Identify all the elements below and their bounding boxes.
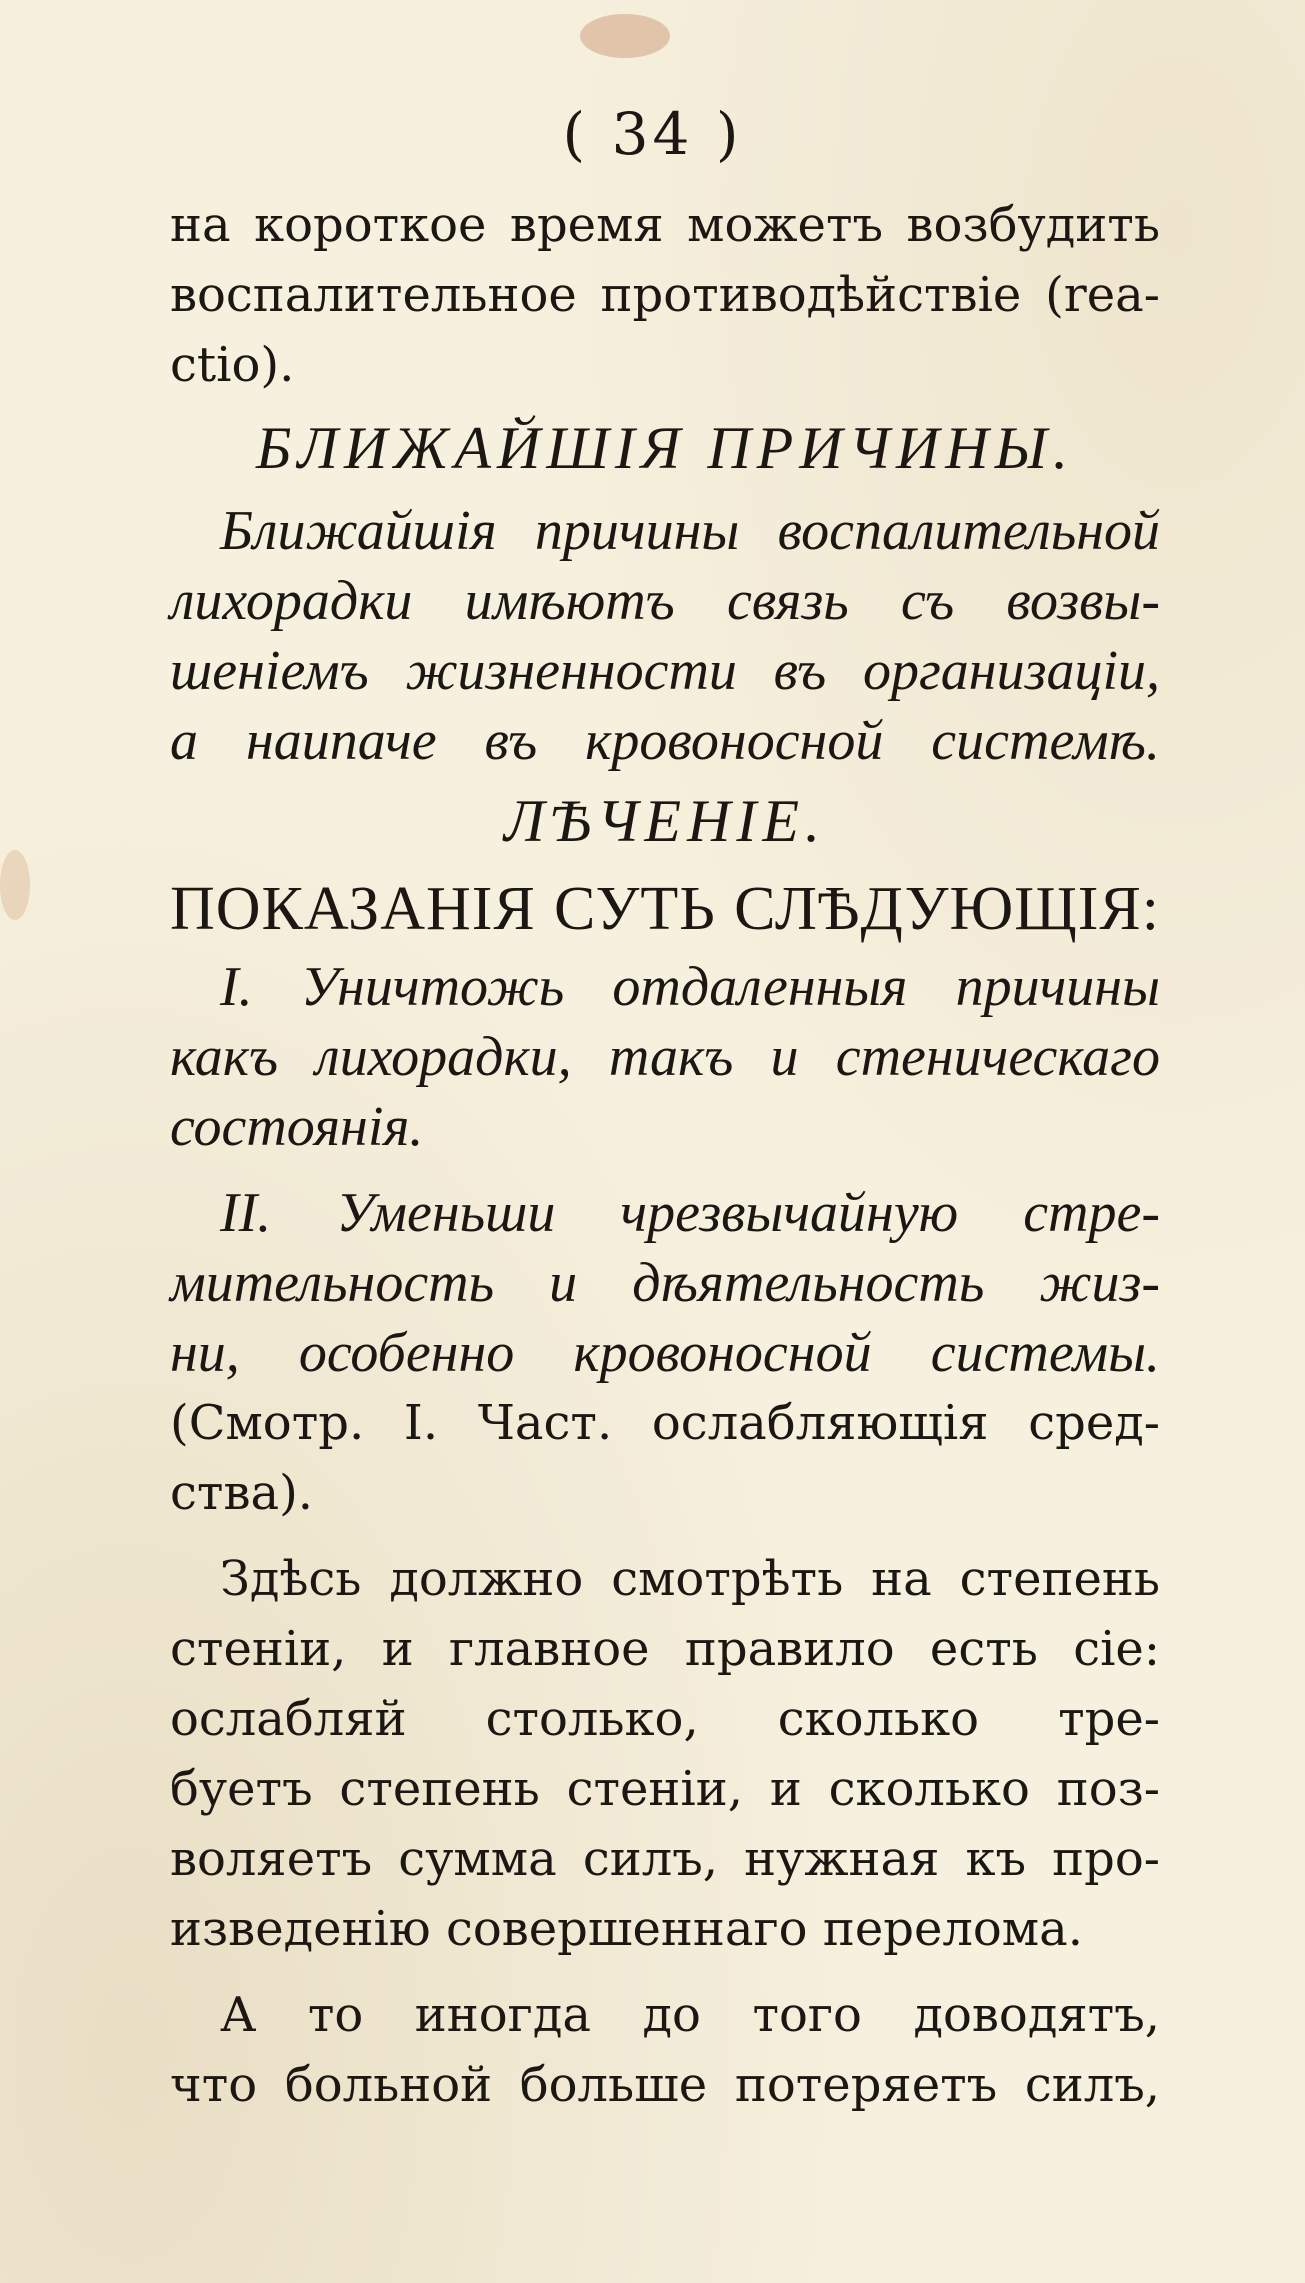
text-line: ctio). xyxy=(170,337,295,393)
text-line: какъ лихорадки, такъ и стеническаго xyxy=(170,1026,1160,1088)
text-line: ства). xyxy=(170,1465,314,1521)
text-line: ослабляй столько, сколько тре- xyxy=(170,1691,1160,1747)
text-line: буетъ степень стеніи, и сколько поз- xyxy=(170,1761,1160,1817)
text-line: мительность и дѣятельность жиз- xyxy=(170,1252,1160,1314)
section-heading-causes: БЛИЖАЙШІЯ ПРИЧИНЫ. xyxy=(256,415,1074,481)
text-line: стеніи, и главное правило есть сіе: xyxy=(170,1621,1160,1677)
text-line: II. Уменьши чрезвычайную стре- xyxy=(220,1182,1160,1244)
section-heading-indications: ПОКАЗАНІЯ СУТЬ СЛѢДУЮЩІЯ: xyxy=(170,875,1160,943)
text-line: Ближайшія причины воспалительной xyxy=(220,500,1160,562)
text-line: I. Уничтожь отдаленныя причины xyxy=(220,956,1160,1018)
text-line: А то иногда до того доводятъ, xyxy=(220,1987,1160,2043)
text-line: Здѣсь должно смотрѣть на степень xyxy=(220,1551,1160,1607)
text-line: что больной больше потеряетъ силъ, xyxy=(170,2057,1160,2113)
text-line: воляетъ сумма силъ, нужная къ про- xyxy=(170,1831,1160,1887)
text-line: воспалительное противодѣйствіе (rea- xyxy=(170,267,1160,323)
text-line: а наипаче въ кровоносной системѣ. xyxy=(170,710,1160,772)
text-line: (Смотр. I. Част. ослабляющія сред- xyxy=(170,1395,1160,1451)
text-line: состоянія. xyxy=(170,1096,424,1158)
page-number: ( 34 ) xyxy=(562,100,743,168)
section-heading-treatment: ЛѢЧЕНІЕ. xyxy=(503,788,827,854)
text-line: шеніемъ жизненности въ организаціи, xyxy=(170,640,1160,702)
text-line: на короткое время можетъ возбудить xyxy=(170,197,1160,253)
text-line: ни, особенно кровоносной системы. xyxy=(170,1322,1160,1384)
text-block xyxy=(170,190,1160,2120)
text-line: изведенію совершеннаго перелома. xyxy=(170,1901,1083,1957)
text-line: лихорадки имѣютъ связь съ возвы- xyxy=(170,570,1160,632)
ink-stain xyxy=(580,14,670,58)
age-stain xyxy=(0,850,30,920)
